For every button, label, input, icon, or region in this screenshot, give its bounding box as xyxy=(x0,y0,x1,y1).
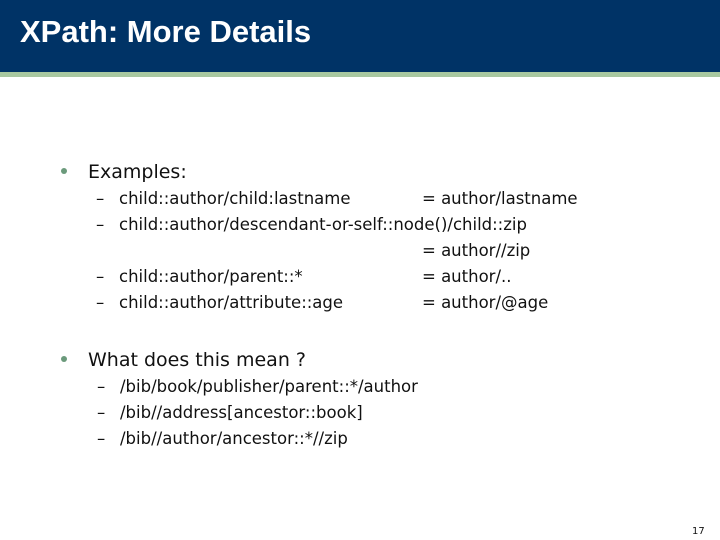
page-number: 17 xyxy=(692,526,705,537)
example-text: child::author/attribute::age xyxy=(119,293,344,312)
bullet-text: What does this mean ? xyxy=(88,349,306,371)
example-equivalent: = author/lastname xyxy=(422,189,578,208)
dash: – xyxy=(96,293,105,312)
bullet-examples xyxy=(88,161,187,183)
bullet-text: Examples: xyxy=(88,161,187,183)
example-equivalent: = author/.. xyxy=(422,267,512,286)
bullet-question xyxy=(88,349,306,371)
question-text: /bib/book/publisher/parent::*/author xyxy=(120,377,418,396)
dash: – xyxy=(96,189,105,208)
dash: – xyxy=(96,215,105,234)
title-bar xyxy=(0,0,720,72)
question-text: /bib//address[ancestor::book] xyxy=(120,403,363,422)
example-text: child::author/child:lastname xyxy=(119,189,351,208)
dash: – xyxy=(97,403,106,422)
bullet-dot xyxy=(61,168,67,174)
example-text: child::author/parent::* xyxy=(119,267,303,286)
bullet-dot xyxy=(61,356,67,362)
dash: – xyxy=(97,429,106,448)
example-equivalent: = author/@age xyxy=(422,293,549,312)
example-equivalent: = author//zip xyxy=(422,241,531,260)
example-text: child::author/descendant-or-self::node()/child::zip xyxy=(119,215,527,234)
title-stripe xyxy=(0,72,720,77)
dash: – xyxy=(96,267,105,286)
dash: – xyxy=(97,377,106,396)
question-text: /bib//author/ancestor::*//zip xyxy=(120,429,348,448)
slide-title: XPath: More Details xyxy=(20,14,312,49)
